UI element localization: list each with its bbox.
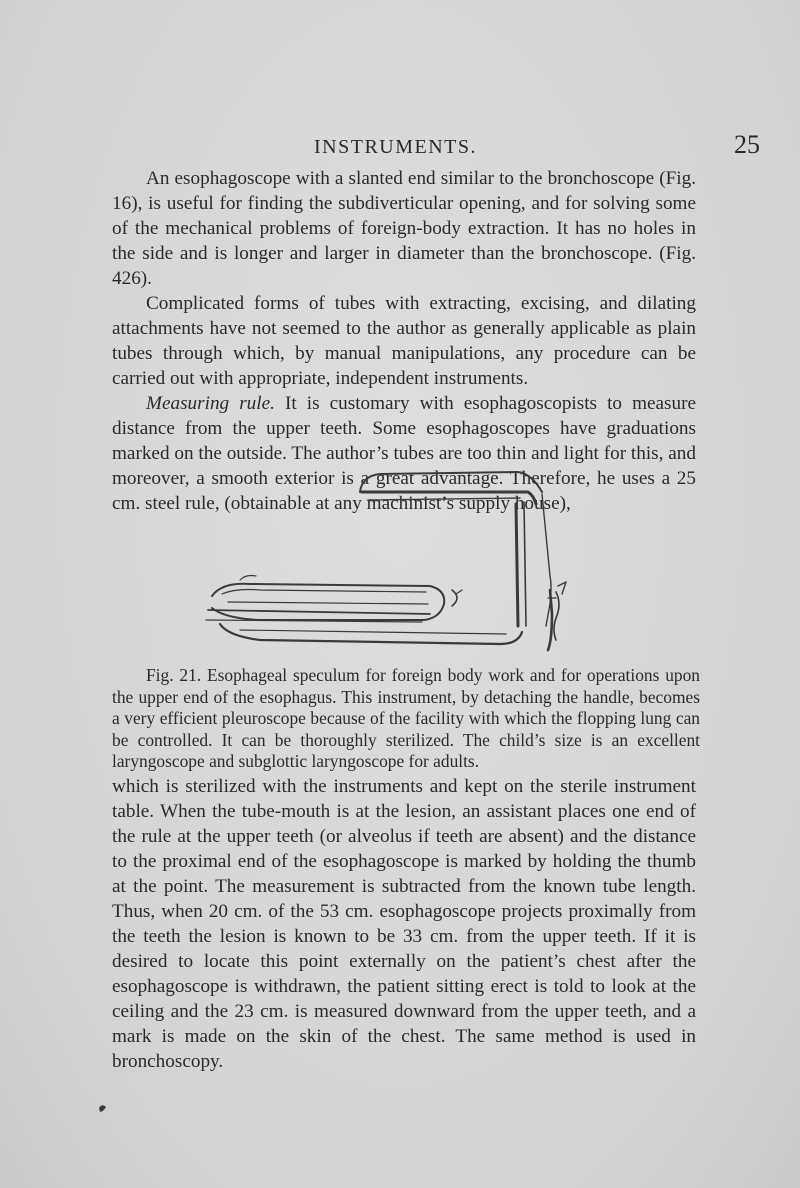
paper-blemish (96, 1100, 116, 1121)
page-header (0, 130, 800, 166)
running-title: INSTRUMENTS. (314, 136, 478, 158)
measuring-rule-text: It is customary with esophagoscopists to measure distance from the upper teeth. Some esophagoscopes have graduations marked on the outside. The author’s tubes are too thin and light for this, and moreover, a smooth exterior is a great advantage. Therefore, he uses a 25 cm. steel rule, (obtainable at any machinist’s supply house), (112, 393, 696, 514)
esophageal-speculum-illustration (200, 464, 580, 664)
paragraph-continuation: which is sterilized with the instruments and kept on the sterile instrument table. When the tube-mouth is at the lesion, an assistant places one end of the rule at the upper teeth (or alveolus if teeth are absent) and the distance to the proximal end of the esophagoscope is marked by holding the thumb at the point. The measurement is subtracted from the known tube length. Thus, when 20 cm. of the 53 cm. esophagoscope projects proximally from the teeth the lesion is known to be 33 cm. from the upper teeth. If it is desired to locate this point externally on the patient’s chest after the esophagoscope is withdrawn, the patient sitting erect is told to look at the ceiling and the 23 cm. is measured downward from the upper teeth, and a mark is made on the skin of the chest. The same method is used in bronchoscopy. (112, 776, 696, 1072)
measuring-rule-heading: Measuring rule. (146, 393, 275, 414)
caption-text: Esophageal speculum for foreign body work and for operations upon the upper end of the esophagus. This instrument, by detaching the handle, becomes a very efficient pleuroscope because of the facility with which the flopping lung can be controlled. It can be thoroughly sterilized. The child’s size is an excellent laryngoscope and subglottic laryngoscope for adults. (112, 665, 700, 771)
paragraph-complicated-forms: Complicated forms of tubes with extracting, excising, and dilating attachments have not seemed to the author as generally applicable as plain tubes through which, by manual manipulations, any procedure can be carried out with appropriate, independent instruments. (112, 293, 696, 389)
caption-label: Fig. 21. (146, 665, 202, 685)
figure-esophageal-speculum (200, 464, 580, 664)
bottom-text-block (112, 774, 696, 1074)
paragraph-esophagoscope: An esophagoscope with a slanted end similar to the bronchoscope (Fig. 16), is useful for finding the subdiverticular opening, and for solving some of the mechanical problems of foreign-body extraction. It has no holes in the side and is longer and larger in diameter than the bronchoscope. (Fig. 426). (112, 168, 696, 289)
figure-caption (112, 665, 700, 773)
page-number: 25 (734, 130, 760, 159)
ink-speck-icon (96, 1100, 116, 1116)
caption-paragraph (112, 665, 700, 773)
